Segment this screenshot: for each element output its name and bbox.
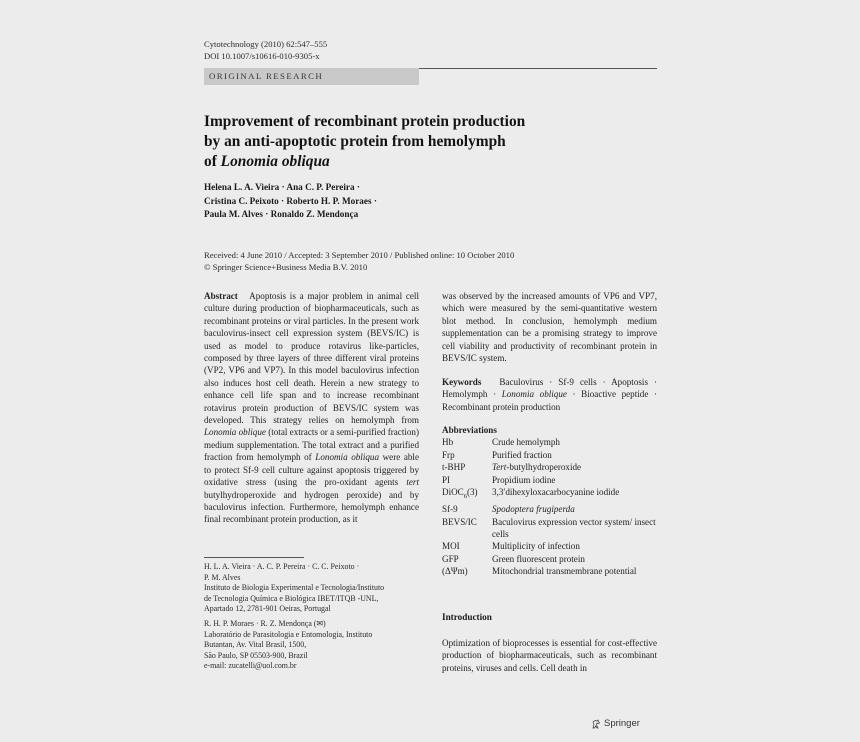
abbreviations-table	[442, 436, 657, 577]
abbr-term-tail: (3)	[466, 487, 478, 498]
abstract-text-2: (total extracts or a semi-purified fraction) medium supplementation. The total extract and a purified fraction from hemolymph of	[204, 427, 419, 463]
abbr-row	[442, 461, 657, 473]
abbr-term-sub: 6	[463, 492, 467, 500]
springer-horse-icon	[591, 719, 601, 729]
abstract-italic-1: Lonomia oblique	[204, 427, 266, 438]
abstract-italic-2: Lonomia obliqua	[315, 452, 380, 463]
abbr-row	[442, 516, 657, 541]
abbreviations	[442, 424, 657, 578]
abbr-row	[442, 436, 657, 448]
abbr-row	[442, 553, 657, 565]
keywords-text-1: Baculovirus · Sf-9 cells · Apoptosis · Hemolymph ·	[442, 377, 657, 400]
copyright-line: © Springer Science+Business Media B.V. 2010	[204, 261, 368, 272]
affiliation-line: de Tecnologia Química e Biológica IBET/ITQB -UNL,	[204, 593, 379, 603]
abbr-def: Multiplicity of infection	[492, 541, 580, 552]
abbreviations-heading: Abbreviations	[442, 425, 497, 435]
abbr-def	[492, 503, 657, 515]
email-link[interactable]: e-mail: zucatelli@uol.com.br	[204, 661, 297, 671]
abbr-def-rest: -butylhydroperoxide	[506, 462, 582, 473]
affiliation-line: P. M. Alves	[204, 572, 241, 582]
abbr-term: (ΔΨm)	[442, 566, 468, 577]
title-species: Lonomia obliqua	[220, 153, 330, 170]
abbr-term: Hb	[442, 437, 454, 448]
abstract-italic-3: tert	[406, 477, 419, 488]
keywords-heading: Keywords	[442, 377, 482, 387]
publisher-name: Springer	[604, 718, 640, 729]
journal-header	[204, 38, 327, 62]
abbr-term: BEVS/IC	[442, 516, 477, 527]
publisher-logo	[591, 718, 640, 729]
abbr-def: Crude hemolymph	[492, 437, 560, 448]
paper-title	[204, 112, 624, 172]
section-label: ORIGINAL RESEARCH	[209, 71, 324, 81]
abbr-term: GFP	[442, 553, 459, 564]
header-rule	[419, 68, 657, 69]
author-list	[204, 181, 524, 222]
affiliation-line: Butantan, Av. Vital Brasil, 1500,	[204, 640, 307, 650]
dates-line: Received: 4 June 2010 / Accepted: 3 September 2010 / Published online: 10 October 2010	[204, 250, 515, 260]
keywords-text-2: · Bioactive peptide · Recombinant protein production	[442, 389, 657, 412]
abbr-row	[442, 474, 657, 486]
publication-dates	[204, 250, 604, 273]
abbr-def: Baculovirus expression vector system/ insect cells	[492, 516, 656, 540]
abbr-row	[442, 540, 657, 552]
title-line-1: Improvement of recombinant protein production	[204, 113, 526, 130]
title-line-2: by an anti-apoptotic protein from hemolymph	[204, 133, 506, 150]
abbr-def-italic: Spodoptera frugiperda	[492, 504, 575, 515]
affiliation-line: R. H. P. Moraes · R. Z. Mendonça (✉)	[204, 619, 326, 628]
doi: DOI 10.1007/s10616-010-9305-x	[204, 51, 320, 61]
journal-citation: Cytotechnology (2010) 62:547–555	[204, 39, 328, 49]
author-line-1: Helena L. A. Vieira · Ana C. P. Pereira ·	[204, 182, 360, 192]
abbr-row	[442, 565, 657, 577]
keywords	[442, 376, 657, 413]
abbr-term: t-BHP	[442, 462, 466, 473]
introduction-heading: Introduction	[442, 612, 492, 622]
introduction-text: Optimization of bioprocesses is essential for cost-effective production of biopharmaceuticals, such as recombinant proteins, viruses and cells. Cell death in	[442, 638, 657, 673]
abstract-text-1: Apoptosis is a major problem in animal cell culture during production of biopharmaceuticals, such as recombinant proteins or viral particles. In the present work baculovirus-insect cell expression system (BEVS/IC) is used as model to produce rotavirus like-particles, composed by three layers of three different viral proteins (VP2, VP6 and VP7). In this model baculovirus infection also induces host cell death. Herein a new strategy to enhance cell life span and to increase recombinant rotavirus protein production of BEVS/IC system was developed. This strategy relies on hemolymph from	[204, 291, 419, 426]
abstract-continued: was observed by the increased amounts of VP6 and VP7, which were measured by the semi-quantitative western blot method. In conclusion, hemolymph medium supplementation can be a promising strategy to improve cell viability and productivity of recombinant protein in BEVS/IC system.	[442, 291, 657, 364]
abbr-def: Green fluorescent protein	[492, 553, 585, 564]
affiliation-line: H. L. A. Vieira · A. C. P. Pereira · C. C. Peixoto ·	[204, 562, 360, 571]
abstract-text-3: were able to protect Sf-9 cell culture against apoptosis triggered by oxidative stress (using the pro-oxidant agents	[204, 452, 419, 488]
abbr-def: Purified fraction	[492, 449, 552, 460]
abbr-term-main: DiOC	[442, 487, 464, 498]
abbr-def: Propidium iodine	[492, 474, 556, 485]
abbr-row	[442, 486, 657, 503]
footnote-rule	[204, 557, 304, 558]
keywords-italic: Lonomia oblique	[501, 389, 567, 400]
abbr-def: 3,3′dihexyloxacarbocyanine iodide	[492, 487, 620, 498]
affiliation-line: Instituto de Biologia Experimental e Tecnologia/Instituto	[204, 583, 385, 593]
abbr-row	[442, 503, 657, 515]
author-line-3: Paula M. Alves · Ronaldo Z. Mendonça	[204, 209, 359, 219]
author-line-2: Cristina C. Peixoto · Roberto H. P. Moraes ·	[204, 195, 377, 206]
abbr-term: Sf-9	[442, 504, 458, 515]
abstract	[204, 290, 419, 526]
abstract-text-4: butylhydroperoxide and hydrogen peroxide) and by baculovirus infection. Furthermore, hemolymph enhance final recombinant protein production, as it	[204, 489, 419, 525]
abbr-term: PI	[442, 474, 451, 485]
abbr-def-italic: Tert	[492, 462, 507, 473]
abbr-def: Mitochondrial transmembrane potential	[492, 566, 637, 577]
abbr-term: MOI	[442, 541, 460, 552]
affiliation-line: São Paulo, SP 05503-900, Brazil	[204, 650, 308, 660]
affiliation-line: Laboratório de Parasitologia e Entomologia, Instituto	[204, 629, 373, 639]
affiliation-line: Apartado 12, 2781-901 Oeiras, Portugal	[204, 604, 331, 614]
abbr-def	[492, 461, 657, 473]
title-line-3-prefix: of	[204, 153, 221, 170]
affiliation-2	[204, 619, 434, 672]
abstract-heading: Abstract	[204, 291, 238, 301]
abbr-term: Frp	[442, 449, 455, 460]
abbr-term	[442, 486, 492, 503]
affiliation-1	[204, 562, 434, 615]
abbr-row	[442, 449, 657, 461]
title-line-3	[204, 152, 624, 172]
